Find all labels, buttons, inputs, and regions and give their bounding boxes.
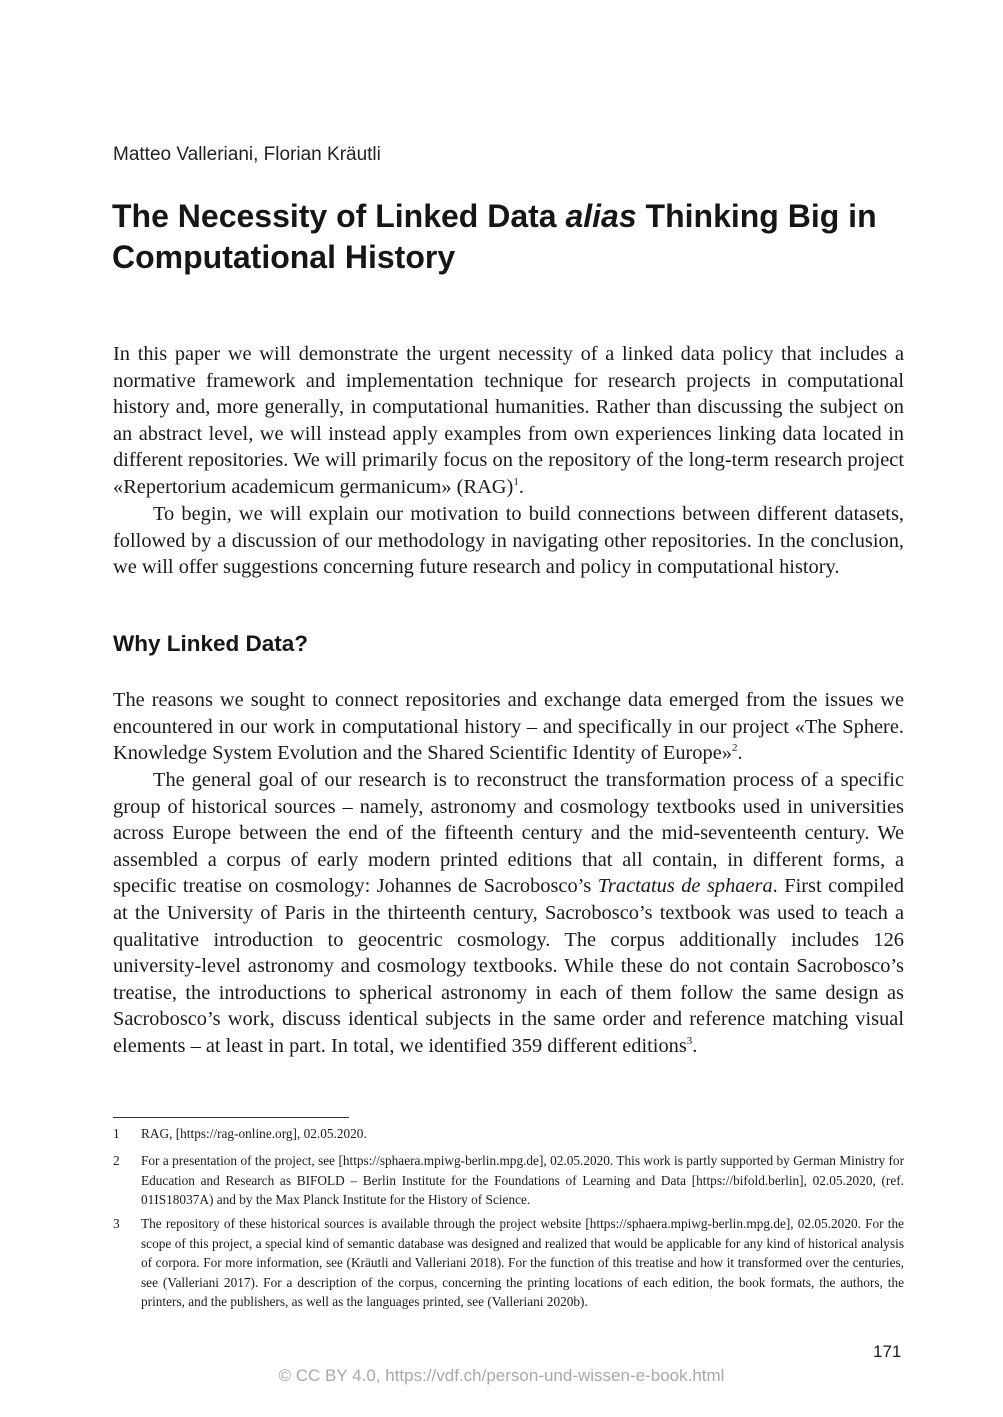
paper-title xyxy=(112,196,912,278)
footnote-number: 3 xyxy=(113,1216,120,1231)
footnote-number: 1 xyxy=(113,1126,120,1141)
footnote-text: For a presentation of the project, see [https://sphaera.mpiwg-berlin.mpg.de], 02.05.2020. This work is partly supported by German Ministry for Education and Research as BIFOLD – Berlin Institute for the Foundations of Learning and Data [https://bifold.berlin], 02.05.2020, (ref. 01IS18037A) and by the Max Planck Institute for the History of Science. xyxy=(141,1153,904,1208)
footnote-3 xyxy=(113,1214,904,1312)
title-part-2: Thinking Big in Computational History xyxy=(112,198,877,275)
intro-p1-end: . xyxy=(518,475,524,498)
license-notice: © CC BY 4.0, https://vdf.ch/person-und-wissen-e-book.html xyxy=(278,1366,725,1385)
page-number: 171 xyxy=(873,1342,902,1361)
section-paragraph-1 xyxy=(113,687,904,767)
section-p2-after: . First compiled at the University of Paris in the thirteenth century, Sacrobosco’s textbook was used to teach a qualitative introduction to geocentric cosmology. The corpus additionally includes 126 university-level astronomy and cosmology textbooks. While these do not contain Sacrobosco’s treatise, the introductions to spherical astronomy in each of them follow the same design as Sacrobosco’s work, discuss identical subjects in the same order and reference matching visual elements – at least in part. In total, we identified 359 different editions xyxy=(113,875,904,1057)
footnote-ref-3[interactable]: 3 xyxy=(686,1035,693,1048)
footnote-text: The repository of these historical sources is available through the project website [https://sphaera.mpiwg-berlin.mpg.de], 02.05.2020. For the scope of this project, a special kind of semantic database was designed and realized that would be applicable for any kind of historical analysis of corpora. For more information, see (Kräutli and Valleriani 2018). For the function of this treatise and how it transformed over the centuries, see (Valleriani 2017). For a description of the corpus, concerning the printing locations of each edition, the book formats, the authors, the printers, and the publishers, as well as the languages printed, see (Valleriani 2020b). xyxy=(141,1216,904,1310)
footnote-number: 2 xyxy=(113,1153,120,1168)
section-p1-text: The reasons we sought to connect repositories and exchange data emerged from the issues we encountered in our work in computational history – and specifically in our project «The Sphere. Knowledge System Evolution and the Shared Scientific Identity of Europe» xyxy=(113,689,904,765)
section-paragraph-2 xyxy=(113,767,904,1060)
footnote-divider xyxy=(113,1117,349,1118)
intro-p1-text: In this paper we will demonstrate the urgent necessity of a linked data policy that includes a normative framework and implementation technique for research projects in computational history and, more generally, in computational humanities. Rather than discussing the subject on an abstract level, we will instead apply examples from own experiences linking data located in different repositories. We will primarily focus on the repository of the long-term research project «Repertorium academicum germanicum» (RAG) xyxy=(113,343,904,498)
treatise-title: Tractatus de sphaera xyxy=(597,875,773,898)
section-p2-end: . xyxy=(692,1034,698,1057)
section-p2-before: The general goal of our research is to reconstruct the transformation process of a specific group of historical sources – namely, astronomy and cosmology textbooks used in universities across Europe between the end of the fifteenth century and the mid-seventeenth century. We assembled a corpus of early modern printed editions that all contain, in different forms, a specific treatise on cosmology: Johannes de Sacrobosco’s xyxy=(113,769,904,898)
intro-paragraph-2: To begin, we will explain our motivation to build connections between different datasets, followed by a discussion of our methodology in navigating other repositories. In the conclusion, we will offer suggestions concerning future research and policy in computational history. xyxy=(113,503,904,579)
footnote-2 xyxy=(113,1151,904,1210)
title-italic-word: alias xyxy=(565,198,637,234)
author-names: Matteo Valleriani, Florian Kräutli xyxy=(113,144,381,165)
footnote-ref-1[interactable]: 1 xyxy=(513,476,519,489)
footnote-ref-2[interactable]: 2 xyxy=(731,742,738,755)
title-part-1: The Necessity of Linked Data xyxy=(112,198,566,234)
intro-paragraph-1 xyxy=(113,341,904,501)
footnote-text: RAG, [https://rag-online.org], 02.05.2020. xyxy=(141,1126,367,1141)
section-p1-end: . xyxy=(737,742,743,765)
footnote-1 xyxy=(113,1124,904,1144)
section-heading: Why Linked Data? xyxy=(113,631,309,656)
